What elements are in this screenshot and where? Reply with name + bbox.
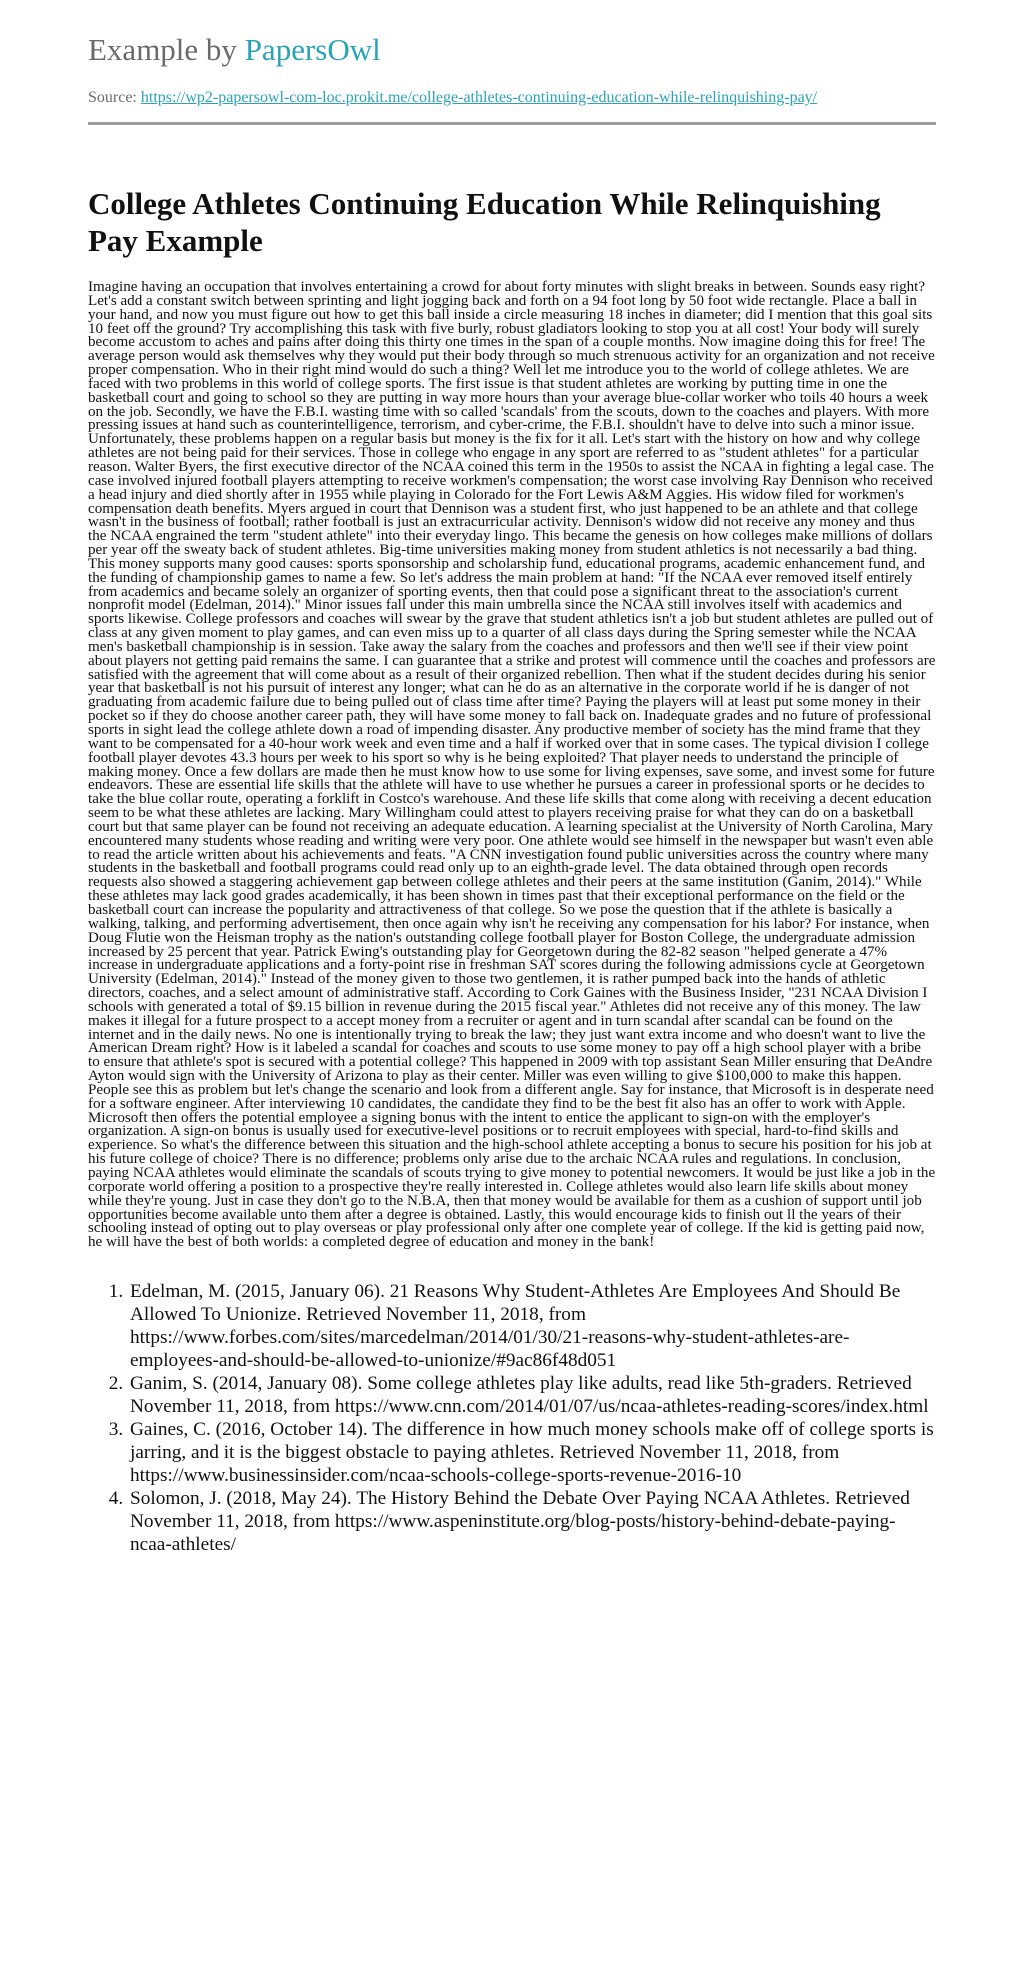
brand-heading [88, 30, 936, 70]
reference-item: 4. Solomon, J. (2018, May 24). The History Behind the Debate Over Paying NCAA Athletes. Retrieved November 11, 2018, from https://www.aspeninstitute.org/blog-posts/history-behind-debate-paying-ncaa-athletes/ [128, 1487, 936, 1556]
source-line [88, 88, 936, 108]
brand-name-link[interactable]: PapersOwl [244, 32, 381, 67]
brand-prefix: Example by [88, 32, 245, 67]
article-title: College Athletes Continuing Education While Relinquishing Pay Example [88, 186, 881, 258]
reference-item: 2. Ganim, S. (2014, January 08). Some college athletes play like adults, read like 5th-graders. Retrieved November 11, 2018, from https://www.cnn.com/2014/01/07/us/ncaa-athletes-reading-scores/index.html [128, 1372, 936, 1418]
source-link[interactable]: https://wp2-papersowl-com-loc.prokit.me/college-athletes-continuing-education-while-relinquishing-pay/ [140, 89, 818, 106]
references-list [88, 1280, 936, 1556]
source-label: Source: [88, 89, 141, 106]
reference-item: 1. Edelman, M. (2015, January 06). 21 Reasons Why Student-Athletes Are Employees And Should Be Allowed To Unionize. Retrieved November 11, 2018, from https://www.forbes.com/sites/marcedelman/2014/01/30/21-reasons-why-student-athletes-are-employees-and-should-be-allowed-to-unionize/#9ac86f48d051 [128, 1280, 936, 1372]
header-divider [88, 122, 936, 125]
document-page [88, 0, 936, 1556]
reference-item: 3. Gaines, C. (2016, October 14). The difference in how much money schools make off of college sports is jarring, and it is the biggest obstacle to paying athletes. Retrieved November 11, 2018, from https://www.businessinsider.com/ncaa-schools-college-sports-revenue-2016-10 [128, 1418, 936, 1487]
article-body: Imagine having an occupation that involves entertaining a crowd for about forty minutes with slight breaks in between. Sounds easy right? Let's add a constant switch between sprinting and light jogging back and forth on a 94 foot long by 50 foot wide rectangle. Place a ball in your hand, and now you must figure out how to get this ball inside a circle measuring 18 inches in diameter; did I mention that this goal sits 10 feet off the ground? Try accomplishing this task with five burly, robust gladiators looking to stop you at all cost! Your body will surely become accustom to aches and pains after doing this thirty one times in the span of a couple months. Now imagine doing this for free! The average person would ask themselves why they would put their body through so much strenuous activity for an organization and not receive proper compensation. Who in their right mind would do such a thing? Well let me introduce you to the world of college athletes. We are faced with two problems in this world of college sports. The first issue is that student athletes are working by putting time in one the basketball court and going to school so they are putting in way more hours than your average blue-collar worker who toils 40 hours a week on the job. Secondly, we have the F.B.I. wasting time with so called 'scandals' from the scouts, down to the coaches and players. With more pressing issues at hand such as counterintelligence, terrorism, and cyber-crime, the F.B.I. shouldn't have to delve into such a minor issue. Unfortunately, these problems happen on a regular basis but money is the fix for it all. Let's start with the history on how and why college athletes are not being paid for their services. Those in college who engage in any sport are referred to as "student athletes" for a particular reason. Walter Byers, the first executive director of the NCAA coined this term in the 1950s to assist the NCAA in fighting a legal case. The case involved injured football players attempting to receive workmen's compensation; the worst case involving Ray Dennison who received a head injury and died shortly after in 1955 while playing in Colorado for the Fort Lewis A&M Aggies. His widow filed for workmen's compensation death benefits. Myers argued in court that Dennison was a student first, who just happened to be an athlete and that college wasn't in the business of football; rather football is just an extracurricular activity. Dennison's widow did not receive any money and thus the NCAA engrained the term "student athlete" into their everyday lingo. This became the genesis on how colleges make millions of dollars per year off the sweaty back of student athletes. Big-time universities making money from student athletics is not necessarily a bad thing. This money supports many good causes: sports sponsorship and scholarship fund, educational programs, academic enhancement fund, and the funding of championship games to name a few. So let's address the main problem at hand: "If the NCAA ever removed itself entirely from academics and became solely an organizer of sporting events, then that could pose a significant threat to the association's current nonprofit model (Edelman, 2014)." Minor issues fall under this main umbrella since the NCAA still involves itself with academics and sports likewise. College professors and coaches will swear by the grave that student athletics isn't a job but student athletes are pulled out of class at any given moment to play games, and can even miss up to a quarter of all class days during the Spring semester while the NCAA men's basketball championship is in session. Take away the salary from the coaches and professors and then we'll see if their view point about players not getting paid remains the same. I can guarantee that a strike and protest will commence until the coaches and professors are satisfied with the agreement that will come about as a result of their organized rebellion. Then what if the student decides during his senior year that basketball is not his pursuit of interest any longer; what can he do as an alternative in the corporate world if he is danger of not graduating from academic failure due to being pulled out of class time after time? Paying the players will at least put some money in their pocket so if they do choose another career path, they will have some money to fall back on. Inadequate grades and no future of professional sports in sight lead the college athlete down a road of impending disaster. Any productive member of society has the mind frame that they want to be compensated for a 40-hour work week and even time and a half if worked over that in some cases. The typical division I college football player devotes 43.3 hours per week to his sport so why is he being exploited? That player needs to understand the principle of making money. Once a few dollars are made then he must know how to use some for living expenses, save some, and invest some for future endeavors. These are essential life skills that the athlete will have to use whether he pursues a career in professional sports or he decides to take the blue collar route, operating a forklift in Costco's warehouse. And these life skills that come along with receiving a decent education seem to be what these athletes are lacking. Mary Willingham could attest to players receiving praise for what they can do on a basketball court but that same player can be found not receiving an adequate education. A learning specialist at the University of North Carolina, Mary encountered many students whose reading and writing were very poor. One athlete would see himself in the newspaper but wasn't even able to read the article written about his achievements and feats. "A CNN investigation found public universities across the country where many students in the basketball and football programs could read only up to an eighth-grade level. The data obtained through open records requests also showed a staggering achievement gap between college athletes and their peers at the same institution (Ganim, 2014)." While these athletes may lack good grades academically, it has been shown in times past that their exceptional performance on the field or the basketball court can increase the popularity and attractiveness of that college. So we pose the question that if the athlete is basically a walking, talking, and performing advertisement, then once again why isn't he receiving any compensation for his labor? For instance, when Doug Flutie won the Heisman trophy as the nation's outstanding college football player for Boston College, the undergraduate admission increased by 25 percent that year. Patrick Ewing's outstanding play for Georgetown during the 82-82 season "helped generate a 47% increase in undergraduate applications and a forty-point rise in freshman SAT scores during the following admissions cycle at Georgetown University (Edelman, 2014)." Instead of the money given to those two gentlemen, it is rather pumped back into the hands of athletic directors, coaches, and a select amount of administrative staff. According to Cork Gaines with the Business Insider, "231 NCAA Division I schools with generated a total of $9.15 billion in revenue during the 2015 fiscal year." Athletes did not receive any of this money. The law makes it illegal for a future prospect to a accept money from a recruiter or agent and in turn scandal after scandal can be found on the internet and in the daily news. No one is intentionally trying to break the law; they just want extra income and who doesn't want to live the American Dream right? How is it labeled a scandal for coaches and scouts to use some money to pay off a high school player with a bribe to ensure that athlete's spot is secured with a potential college? This happened in 2009 with top assistant Sean Miller ensuring that DeAndre Ayton would sign with the University of Arizona to play as their center. Miller was even willing to give $100,000 to make this happen. People see this as problem but let's change the scenario and look from a different angle. Say for instance, that Microsoft is in desperate need for a software engineer. After interviewing 10 candidates, the candidate they find to be the best fit also has an offer to work with Apple. Microsoft then offers the potential employee a signing bonus with the intent to entice the applicant to sign-on with the employer's organization. A sign-on bonus is usually used for executive-level positions or to recruit employees with special, hard-to-find skills and experience. So what's the difference between this situation and the high-school athlete accepting a bonus to secure his position for his job at his future college of choice? There is no difference; problems only arise due to the archaic NCAA rules and regulations. In conclusion, paying NCAA athletes would eliminate the scandals of scouts trying to give money to potential newcomers. It would be just like a job in the corporate world offering a position to a prospective they're really interested in. College athletes would also learn life skills about money while they're young. Just in case they don't go to the N.B.A, then that money would be available for them as a cushion of support until job opportunities become available unto them after a degree is obtained. Lastly, this would encourage kids to finish out ll the years of their schooling instead of opting out to play overseas or play professional only after one complete year of college. If the kid is getting paid now, he will have the best of both worlds: a completed degree of education and money in the bank! [88, 279, 936, 1251]
